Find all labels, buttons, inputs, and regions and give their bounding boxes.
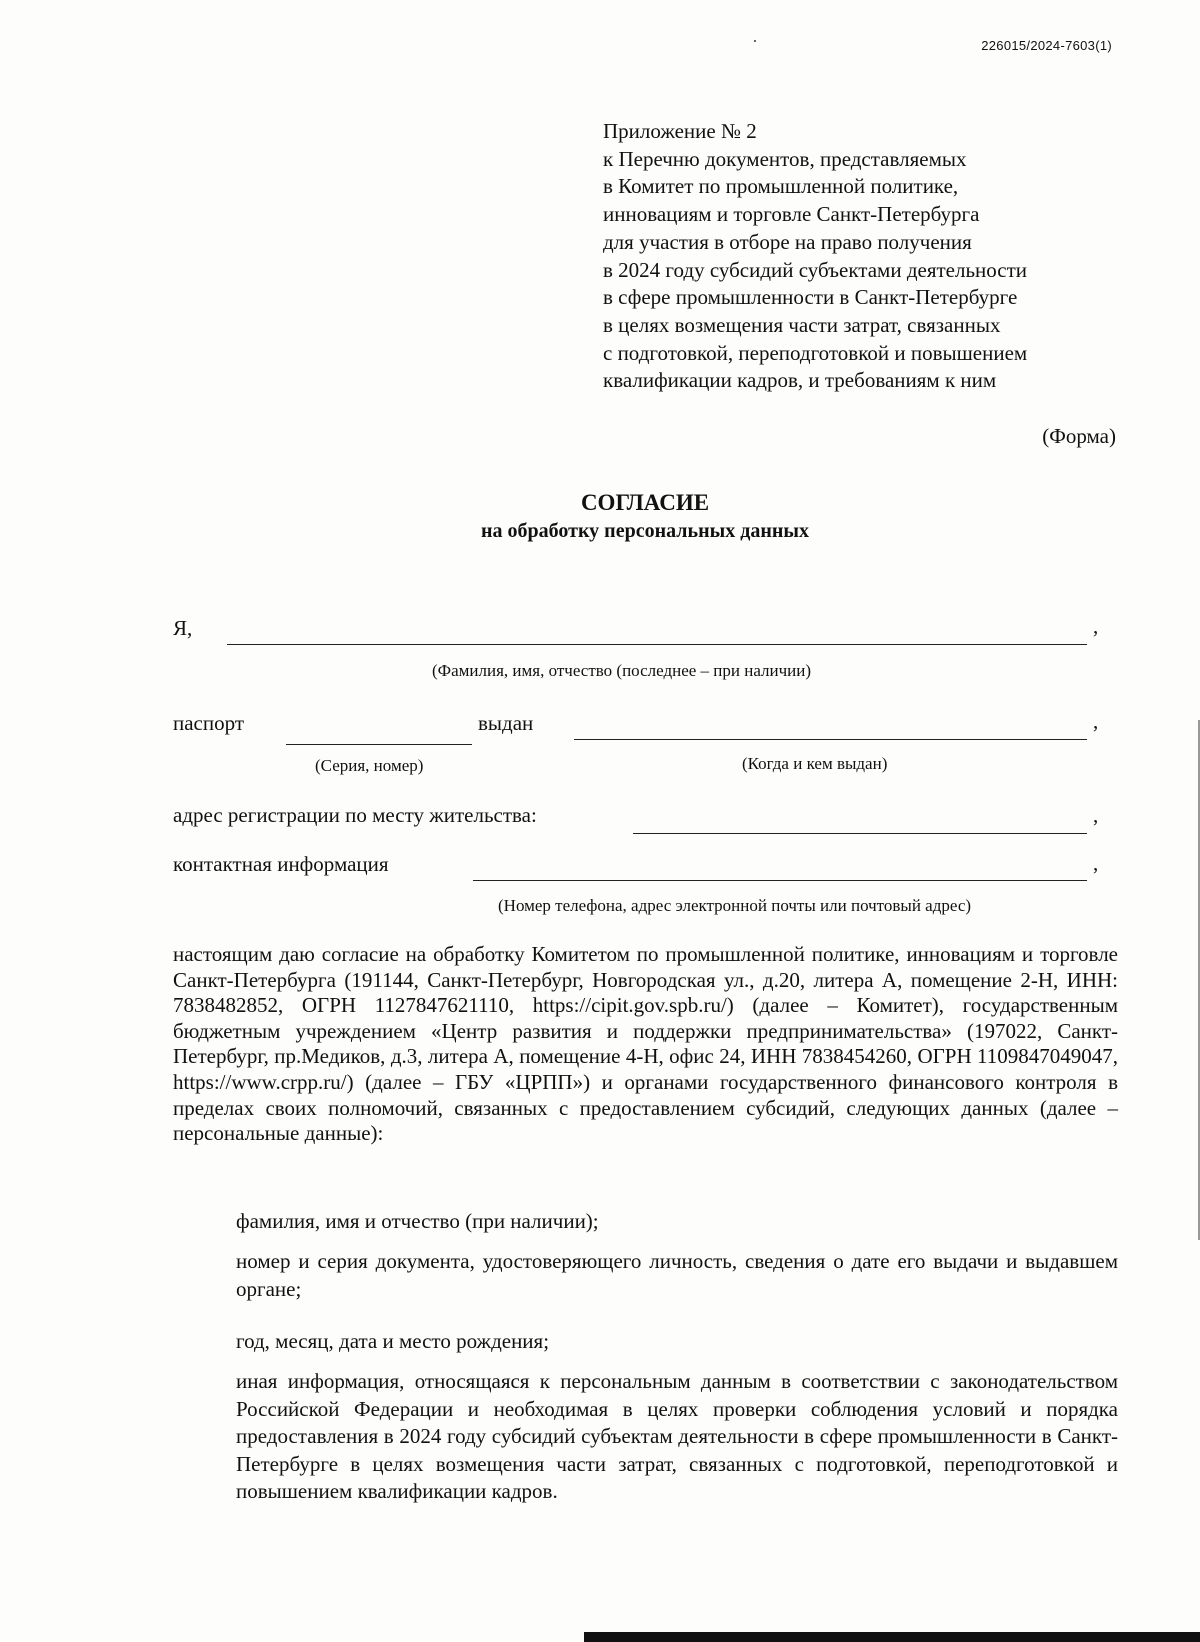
passport-label: паспорт	[173, 711, 245, 735]
document-subtitle: на обработку персональных данных	[481, 520, 809, 542]
name-prefix: Я,	[173, 616, 193, 640]
name-field-line[interactable]	[227, 644, 1087, 645]
scan-speck	[754, 40, 756, 42]
issued-label: выдан	[478, 711, 534, 735]
passport-hint: (Серия, номер)	[315, 756, 424, 775]
name-hint: (Фамилия, имя, отчество (последнее – при наличии)	[432, 661, 812, 680]
document-title: СОГЛАСИЕ	[580, 490, 710, 515]
scan-bottom-edge	[584, 1632, 1200, 1642]
data-item: номер и серия документа, удостоверяющего личность, сведения о дате его выдачи и выдавшем органе;	[236, 1249, 1118, 1301]
contact-hint: (Номер телефона, адрес электронной почты или почтовый адрес)	[498, 896, 972, 915]
passport-number-line[interactable]	[286, 744, 472, 745]
address-label: адрес регистрации по месту жительства:	[173, 803, 537, 827]
issued-hint: (Когда и кем выдан)	[742, 754, 888, 773]
appendix-line: Приложение № 2	[603, 119, 757, 143]
contact-label: контактная информация	[173, 852, 389, 876]
form-label: (Форма)	[1042, 424, 1116, 448]
data-item: иная информация, относящаяся к персональным данным в соответствии с законодательством Российской Федерации и необходимая в целях проверки соблюдения условий и порядка предоставления в 2024 году субсидий субъектам деятельности в сфере промышленности в Санкт-Петербурге в целях возмещения части затрат, связанных с подготовкой, переподготовкой и повышением квалификации кадров.	[236, 1369, 1118, 1503]
address-comma: ,	[1093, 803, 1099, 827]
address-field-line[interactable]	[633, 833, 1087, 834]
consent-paragraph: настоящим даю согласие на обработку Комитетом по промышленной политике, инновациям и торговле Санкт-Петербурга (191144, Санкт-Петербург, Новгородская ул., д.20, литера А, помещение 2-Н, ИНН: 7838482852, ОГРН 1127847621110, https://cipit.gov.spb.ru/) (далее – Комитет), государственным бюджетным учреждением «Центр развития и поддержки предпринимательства» (197022, Санкт-Петербург, пр.Медиков, д.3, литера А, помещение 4-Н, офис 24, ИНН 7838454260, ОГРН 1109847049047, https://www.crpp.ru/) (далее – ГБУ «ЦРПП») и органами государственного финансового контроля в пределах своих полномочий, связанных с предоставлением субсидий, следующих данных (далее – персональные данные):	[173, 942, 1118, 1146]
data-item: фамилия, имя и отчество (при наличии);	[236, 1209, 599, 1233]
contact-comma: ,	[1093, 851, 1099, 875]
appendix-line: для участия в отборе на право получения	[603, 229, 972, 254]
issued-by-line[interactable]	[574, 739, 1087, 740]
passport-comma: ,	[1093, 709, 1099, 733]
appendix-line: инновациям и торговле Санкт-Петербурга	[603, 202, 980, 227]
appendix-line: в сфере промышленности в Санкт-Петербурге	[603, 285, 1018, 310]
name-comma: ,	[1093, 614, 1099, 638]
appendix-line: к Перечню документов, представляемых	[603, 146, 967, 171]
data-item: год, месяц, дата и место рождения;	[236, 1329, 550, 1353]
appendix-line: в Комитет по промышленной политике,	[603, 174, 959, 199]
contact-field-line[interactable]	[473, 880, 1087, 881]
appendix-line: квалификации кадров, и требованиям к ним	[603, 368, 997, 393]
appendix-line: в целях возмещения части затрат, связанных	[603, 312, 1001, 337]
document-id: 226015/2024-7603(1)	[981, 38, 1112, 53]
appendix-line: с подготовкой, переподготовкой и повышением	[603, 340, 1028, 365]
appendix-block	[603, 118, 1123, 395]
appendix-line: в 2024 году субсидий субъектами деятельности	[603, 257, 1028, 282]
